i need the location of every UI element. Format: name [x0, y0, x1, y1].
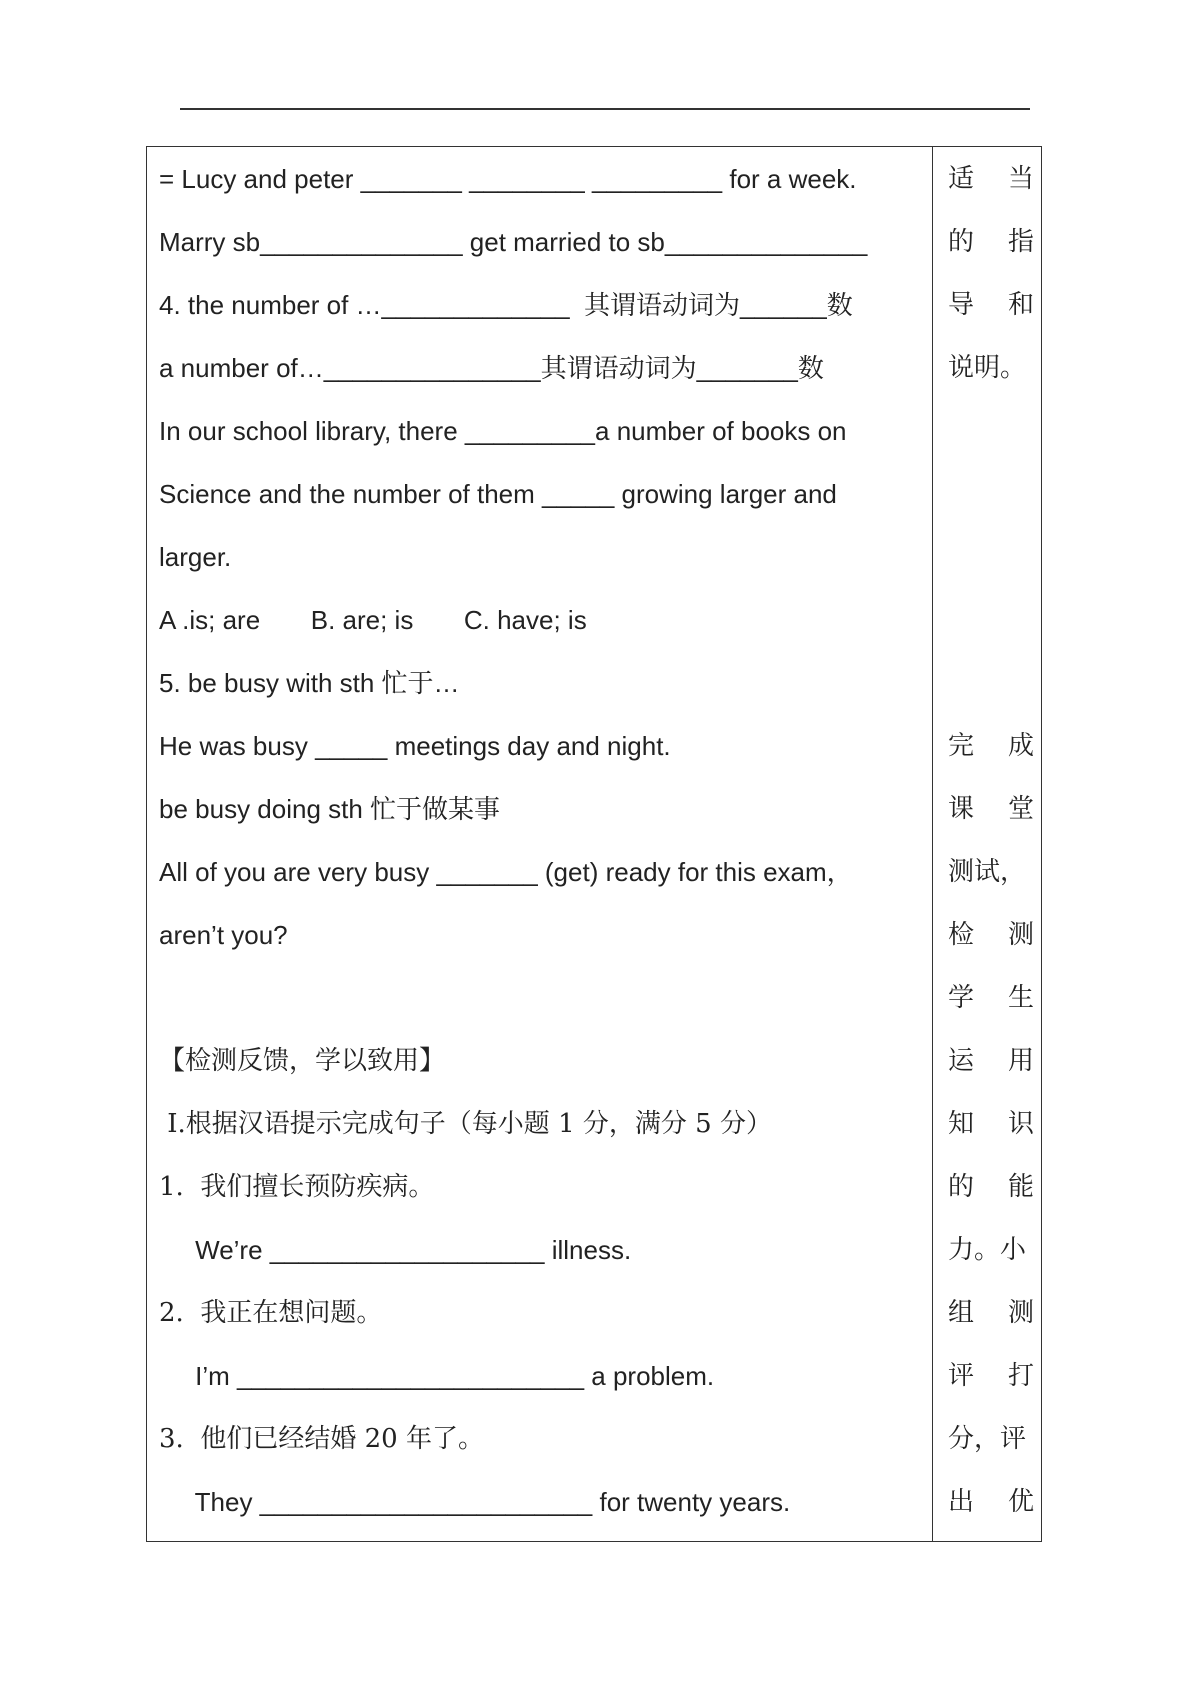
text-line: Science and the number of them _____ growing larger and [159, 479, 837, 509]
text-line: = Lucy and peter _______ ________ _________ for a week. [159, 164, 857, 194]
note-line: 适 当 [948, 164, 1034, 194]
text-line: larger. [159, 542, 232, 572]
note-line: 力。小 [948, 1235, 1027, 1265]
answer-options: A .is; are B. are; is C. have; is [159, 605, 587, 635]
note-line: 检 测 [948, 920, 1034, 950]
section-instructions: Ⅰ.根据汉语提示完成句子（每小题 1 分，满分 5 分） [159, 1109, 772, 1139]
column-divider [932, 147, 933, 1541]
text-line: In our school library, there _________a number of books on [159, 416, 847, 446]
note-line: 导 和 [948, 290, 1034, 320]
text-line: Marry sb______________ get married to sb______________ [159, 227, 868, 257]
text-line: All of you are very busy _______ (get) ready for this exam， [159, 857, 853, 887]
note-line: 组 测 [948, 1298, 1034, 1328]
question-answer-line: We’re ___________________ illness. [159, 1235, 632, 1265]
question-prompt: 2. 我正在想问题。 [159, 1298, 383, 1328]
text-line: aren’t you? [159, 920, 288, 950]
question-answer-line: They _______________________ for twenty years. [159, 1487, 791, 1517]
note-line: 知 识 [948, 1109, 1034, 1139]
section-heading: 【检测反馈，学以致用】 [159, 1046, 446, 1076]
note-line: 测试， [948, 857, 1027, 887]
question-prompt: 1. 我们擅长预防疾病。 [159, 1172, 435, 1202]
note-line: 出 优 [948, 1487, 1034, 1517]
note-line: 说明。 [948, 353, 1027, 383]
text-line: be busy doing sth 忙于做某事 [159, 794, 501, 824]
worksheet-table [146, 146, 1042, 1542]
note-line: 完 成 [948, 731, 1034, 761]
note-line: 分，评 [948, 1424, 1027, 1454]
text-line: 4. the number of …_____________ 其谓语动词为______数 [159, 290, 853, 320]
text-line: 5. be busy with sth 忙于… [159, 668, 460, 698]
note-line: 学 生 [948, 983, 1034, 1013]
note-line: 运 用 [948, 1046, 1034, 1076]
note-line: 评 打 [948, 1361, 1034, 1391]
text-line: He was busy _____ meetings day and night. [159, 731, 671, 761]
note-line: 的 能 [948, 1172, 1034, 1202]
note-line: 课 堂 [948, 794, 1034, 824]
question-prompt: 3. 他们已经结婚 20 年了。 [159, 1424, 484, 1454]
question-answer-line: I’m ________________________ a problem. [159, 1361, 715, 1391]
text-line: a number of…_______________其谓语动词为_______数 [159, 353, 824, 383]
note-line: 的 指 [948, 227, 1034, 257]
header-rule [180, 108, 1030, 110]
